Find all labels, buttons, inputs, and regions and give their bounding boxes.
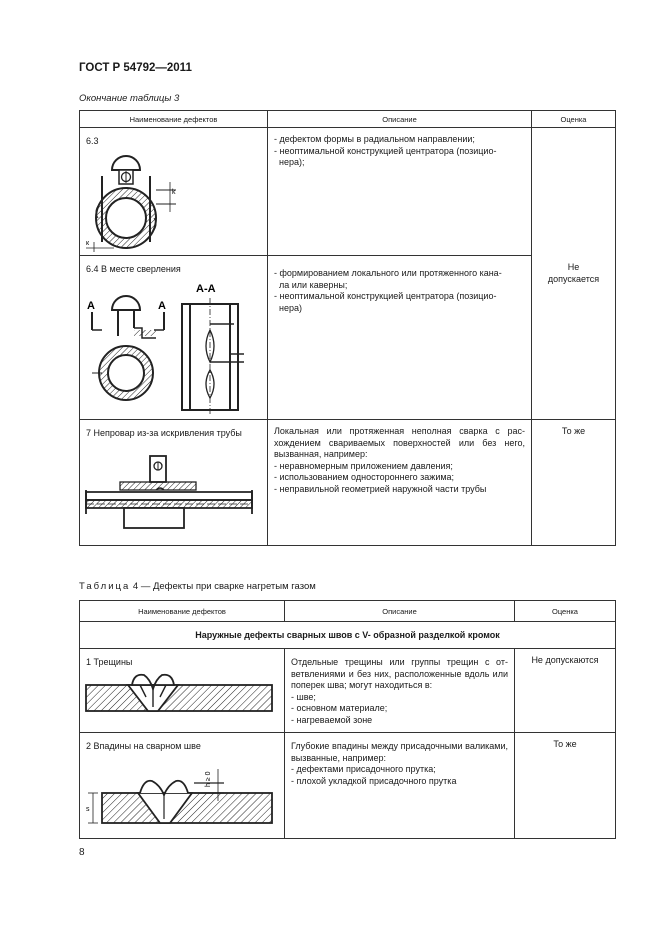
dimension-label: h ≥ 0 bbox=[205, 771, 212, 787]
table-4 bbox=[79, 600, 616, 839]
document-code: ГОСТ Р 54792—2011 bbox=[79, 62, 192, 74]
description-cell bbox=[268, 256, 532, 420]
table-header-row bbox=[80, 601, 616, 622]
table-row bbox=[80, 733, 616, 839]
description-line: - плохой укладкой присадочного прутка bbox=[291, 775, 457, 786]
defect-name: 2 Впадины на сварном шве bbox=[86, 741, 201, 751]
description-line: - неоптимальной конструкцией центратора (позицио- bbox=[274, 145, 497, 156]
column-header-name: Наименование дефектов bbox=[80, 601, 285, 622]
column-header-description: Описание bbox=[268, 111, 532, 128]
column-header-grade: Оценка bbox=[515, 601, 616, 622]
table4-caption-prefix: Таблица bbox=[79, 581, 131, 592]
table-row bbox=[80, 649, 616, 733]
defect-name-cell bbox=[80, 733, 285, 839]
grade-text: Не bbox=[567, 262, 580, 272]
description-line: - дефектами присадочного прутка; bbox=[291, 764, 436, 774]
grade-text: Не допускаются bbox=[531, 655, 599, 665]
grade-text: допускается bbox=[547, 273, 600, 284]
table4-caption-text: 4 — Дефекты при сварке нагретым газом bbox=[132, 581, 316, 592]
column-header-grade: Оценка bbox=[532, 111, 616, 128]
grade-text: То же bbox=[561, 426, 586, 436]
page-number: 8 bbox=[79, 847, 85, 858]
table3-caption: Окончание таблицы 3 bbox=[79, 93, 180, 104]
svg-text:к: к bbox=[86, 240, 90, 247]
description-lead: Локальная или протяженная неполная сварка с расхождением свариваемых поверхностей или без него, вызванная, например: bbox=[274, 426, 525, 459]
description-line: - неоптимальной конструкцией центратора (позицио- bbox=[274, 291, 497, 301]
description-cell bbox=[285, 649, 515, 733]
description-line: нера) bbox=[279, 302, 302, 313]
description-line: - неправильной геометрией наружной части трубы bbox=[274, 483, 487, 494]
column-header-name: Наименование дефектов bbox=[80, 111, 268, 128]
grade-cell bbox=[515, 649, 616, 733]
description-line: - неравномерным приложением давления; bbox=[274, 460, 453, 471]
table-3 bbox=[79, 110, 616, 546]
description-cell bbox=[268, 128, 532, 256]
defect-name-cell bbox=[80, 128, 268, 256]
description-line: - использованием одностороннего зажима; bbox=[274, 472, 455, 482]
figure-pipe-misalignment bbox=[84, 454, 264, 542]
description-cell bbox=[285, 733, 515, 839]
table-row bbox=[80, 420, 616, 546]
defect-name: 6.3 bbox=[86, 136, 99, 146]
defect-name-cell bbox=[80, 256, 268, 420]
description-line: нера); bbox=[279, 157, 305, 167]
grade-cell bbox=[532, 128, 616, 420]
description-line: - нагреваемой зоне bbox=[291, 714, 373, 725]
grade-cell bbox=[532, 420, 616, 546]
table-header-row bbox=[80, 111, 616, 128]
description-line: - основном материале; bbox=[291, 703, 388, 713]
defect-name-cell bbox=[80, 420, 268, 546]
section-label: А-А bbox=[196, 283, 216, 295]
section-mark-left: А bbox=[87, 300, 95, 312]
figure-cracks bbox=[84, 671, 274, 717]
dimension-s-label: s bbox=[86, 806, 90, 813]
section-header: Наружные дефекты сварных швов с V- образной разделкой кромок bbox=[80, 622, 616, 649]
defect-name-cell bbox=[80, 649, 285, 733]
section-header-row bbox=[80, 622, 616, 649]
defect-name: 1 Трещины bbox=[86, 657, 133, 667]
description-line: - шве; bbox=[291, 691, 316, 702]
table-row bbox=[80, 128, 616, 256]
figure-drilling-defect bbox=[84, 278, 264, 416]
defect-name: 6.4 В месте сверления bbox=[86, 264, 181, 274]
svg-text:k: k bbox=[172, 189, 176, 196]
grade-text: То же bbox=[553, 739, 577, 749]
table4-caption bbox=[79, 581, 316, 592]
section-mark-right: А bbox=[158, 300, 166, 312]
grade-cell bbox=[515, 733, 616, 839]
figure-weld-depressions bbox=[84, 753, 280, 835]
description-cell bbox=[268, 420, 532, 546]
description-line: - дефектом формы в радиальном направлении; bbox=[274, 134, 475, 144]
description-lead: Отдельные трещины или группы трещин с ответвлениями и без них, расположенные вдоль или поперек шва; могут находиться в: bbox=[291, 657, 508, 690]
description-line: - формированием локального или протяженного кана- bbox=[274, 268, 502, 278]
defect-name: 7 Непровар из-за искривления трубы bbox=[86, 428, 242, 438]
description-line: ла или каверны; bbox=[279, 279, 348, 290]
figure-radial-defect bbox=[84, 154, 188, 252]
column-header-description: Описание bbox=[285, 601, 515, 622]
description-lead: Глубокие впадины между присадочными валиками, вызванные, например: bbox=[291, 741, 508, 763]
